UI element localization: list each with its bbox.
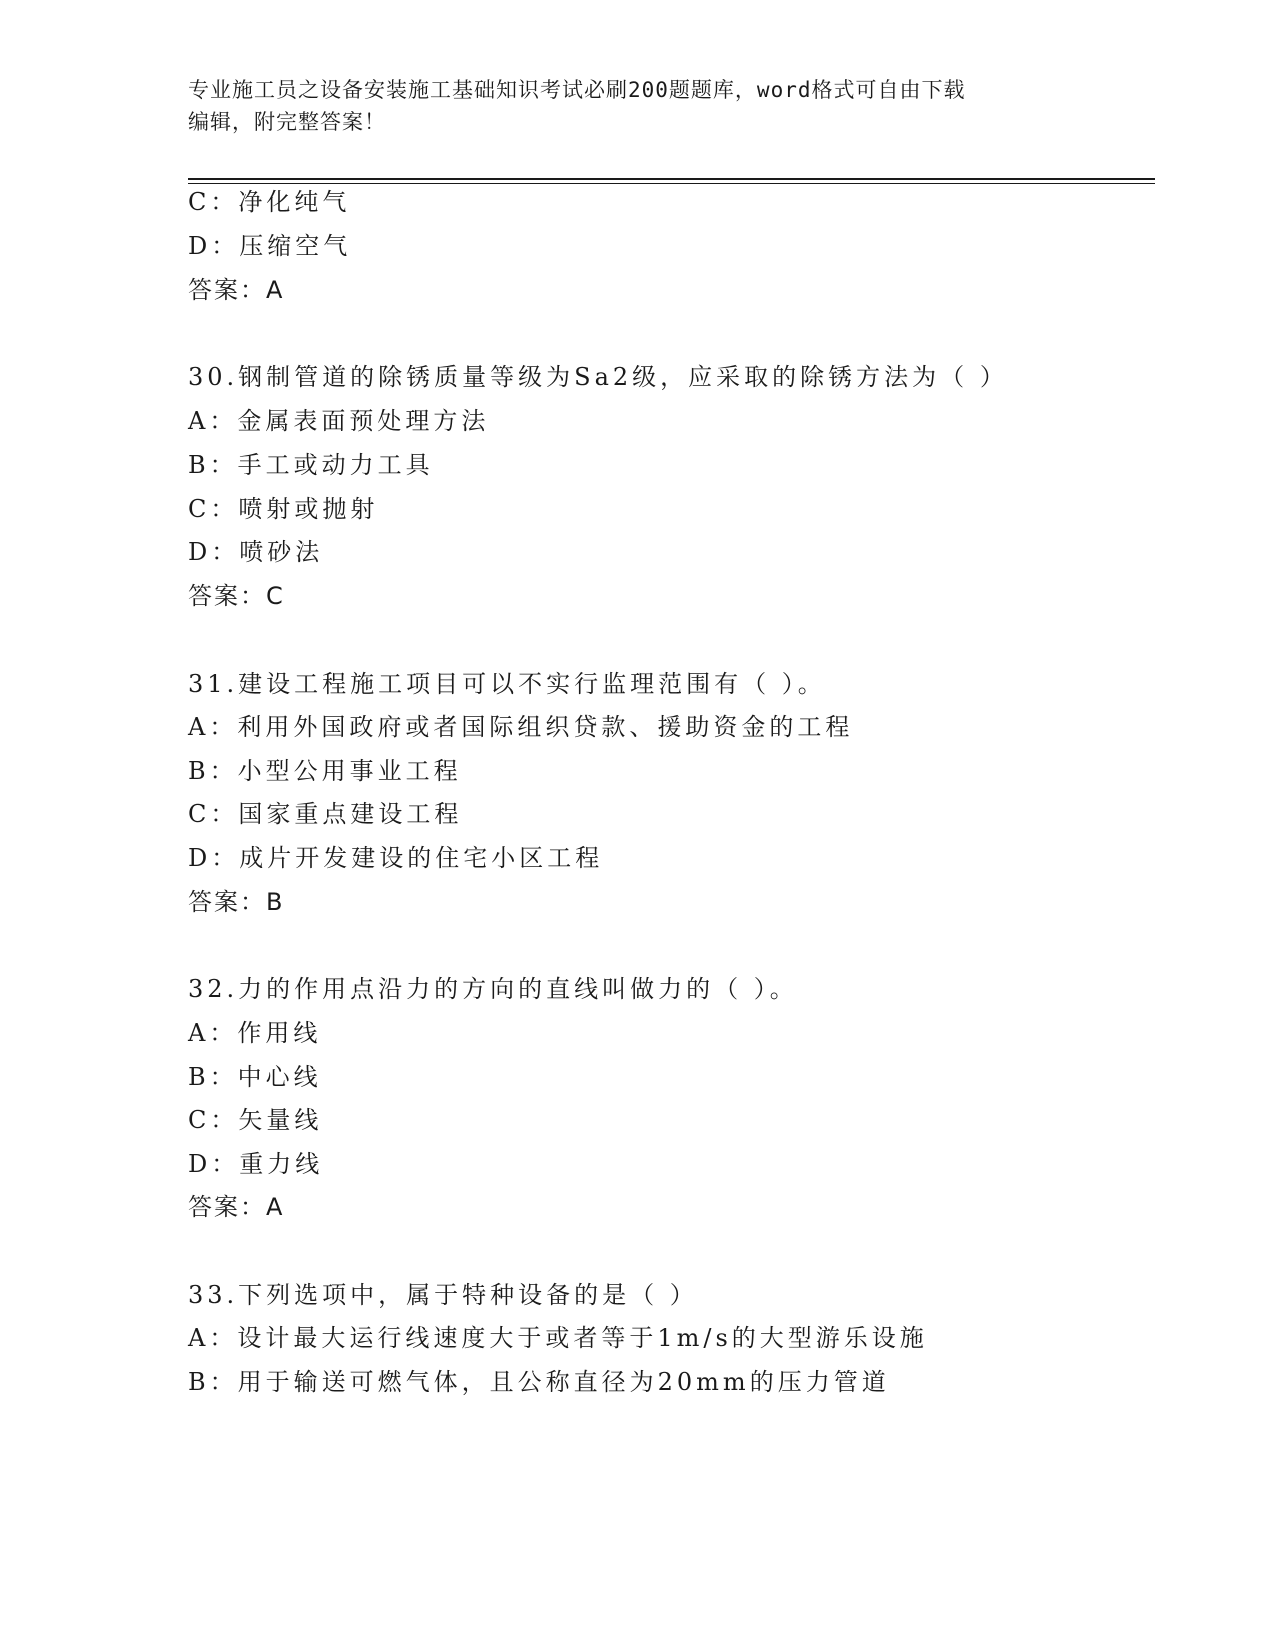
question-32-option-c: C：矢量线 xyxy=(188,1106,323,1134)
question-33-option-a: A：设计最大运行线速度大于或者等于1m/s的大型游乐设施 xyxy=(188,1324,928,1352)
document-header xyxy=(188,74,1088,138)
question-32-option-d: D：重力线 xyxy=(188,1150,324,1178)
question-32-option-a: A：作用线 xyxy=(188,1019,322,1047)
question-30-option-a: A：金属表面预处理方法 xyxy=(188,407,490,435)
question-33-option-b: B：用于输送可燃气体，且公称直径为20mm的压力管道 xyxy=(188,1368,890,1396)
question-30-option-d: D：喷砂法 xyxy=(188,538,324,566)
question-30-stem: 30.钢制管道的除锈质量等级为Sa2级，应采取的除锈方法为（ ） xyxy=(188,363,1008,391)
question-31-stem: 31.建设工程施工项目可以不实行监理范围有（ ）。 xyxy=(188,670,826,698)
header-divider-thick xyxy=(188,178,1155,180)
prev-answer: 答案：A xyxy=(188,276,285,304)
header-title-line-2: 编辑，附完整答案！ xyxy=(188,110,386,134)
question-30-option-b: B：手工或动力工具 xyxy=(188,451,434,479)
prev-option-d: D：压缩空气 xyxy=(188,232,352,260)
question-31-option-d: D：成片开发建设的住宅小区工程 xyxy=(188,844,604,872)
prev-option-c: C：净化纯气 xyxy=(188,188,351,216)
question-33-stem: 33.下列选项中，属于特种设备的是（ ） xyxy=(188,1281,698,1309)
question-31-option-b: B：小型公用事业工程 xyxy=(188,757,462,785)
question-32-option-b: B：中心线 xyxy=(188,1063,322,1091)
question-31-option-a: A：利用外国政府或者国际组织贷款、援助资金的工程 xyxy=(188,713,854,741)
question-32-stem: 32.力的作用点沿力的方向的直线叫做力的（ ）。 xyxy=(188,975,798,1003)
question-31-option-c: C：国家重点建设工程 xyxy=(188,800,463,828)
question-30-answer: 答案：C xyxy=(188,582,285,610)
question-31-answer: 答案：B xyxy=(188,888,285,916)
question-30-option-c: C：喷射或抛射 xyxy=(188,495,379,523)
question-32-answer: 答案：A xyxy=(188,1193,285,1221)
header-divider-thin xyxy=(188,183,1155,184)
header-title-line-1: 专业施工员之设备安装施工基础知识考试必刷200题题库，word格式可自由下载 xyxy=(188,78,966,102)
